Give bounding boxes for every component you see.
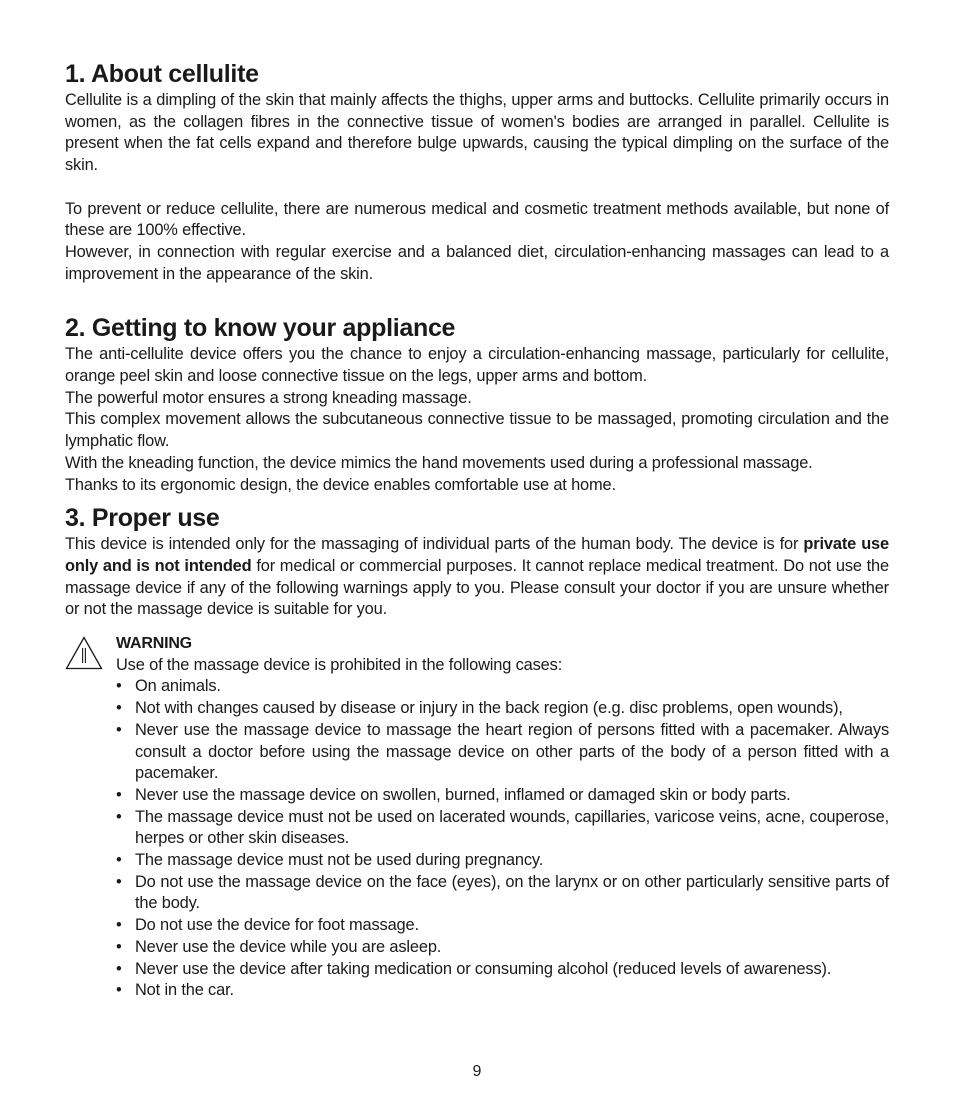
bullet-icon: •: [116, 916, 122, 935]
bullet-icon: •: [116, 720, 122, 739]
warning-list-item-text: Never use the massage device on swollen, burned, inflamed or damaged skin or body parts.: [135, 785, 791, 804]
paragraph: To prevent or reduce cellulite, there are numerous medical and cosmetic treatment methods available, but none of these are 100% effective.: [65, 199, 889, 240]
bullet-icon: •: [116, 785, 122, 804]
warning-list-item-text: Do not use the massage device on the face (eyes), on the larynx or on other particularly sensitive parts of the body.: [135, 872, 889, 913]
bullet-icon: •: [116, 699, 122, 718]
paragraph-gap: [65, 177, 889, 199]
warning-list-item-text: Never use the device after taking medication or consuming alcohol (reduced levels of awareness).: [135, 959, 832, 978]
warning-list-item: [116, 915, 889, 937]
text-run: This device is intended only for the massaging of individual parts of the human body. The device is for: [65, 535, 804, 554]
paragraph: The anti-cellulite device offers you the chance to enjoy a circulation-enhancing massage, particularly for cellulite, orange peel skin and loose connective tissue on the legs, upper arms and bottom.: [65, 345, 889, 386]
warning-list-item: [116, 720, 889, 785]
warning-list-item-text: Never use the device while you are asleep.: [135, 937, 442, 956]
warning-list-item-text: Never use the massage device to massage the heart region of persons fitted with a pacemaker. Always consult a doctor before using the massage device on other parts of the body of a person fitted with a pacemaker.: [135, 720, 889, 783]
bold-text-run: private use only and is not intended: [65, 535, 889, 575]
paragraph: Thanks to its ergonomic design, the device enables comfortable use at home.: [65, 475, 616, 494]
warning-list-item: [116, 676, 889, 698]
bullet-icon: •: [116, 981, 122, 1000]
warning-heading: WARNING: [116, 635, 192, 653]
section-title-getting-to-know: 2. Getting to know your appliance: [65, 314, 456, 343]
warning-list-item: [116, 959, 889, 981]
section-title-proper-use: 3. Proper use: [65, 504, 220, 533]
bullet-icon: •: [116, 851, 122, 870]
warning-list-item: [116, 980, 889, 1002]
warning-list-item-text: Not in the car.: [135, 981, 234, 1000]
warning-block: [65, 633, 889, 1002]
warning-list-item-text: The massage device must not be used during pregnancy.: [135, 851, 544, 870]
bullet-icon: •: [116, 807, 122, 826]
warning-list-item-text: On animals.: [135, 677, 221, 696]
paragraph: However, in connection with regular exercise and a balanced diet, circulation-enhancing massages can lead to a improvement in the appearance of the skin.: [65, 242, 889, 283]
warning-list-item-text: The massage device must not be used on lacerated wounds, capillaries, varicose veins, acne, couperose, herpes or other skin diseases.: [135, 807, 889, 848]
paragraph: With the kneading function, the device mimics the hand movements used during a professional massage.: [65, 453, 813, 472]
warning-list-item: [116, 698, 889, 720]
document-page: [65, 58, 889, 1002]
paragraph: Cellulite is a dimpling of the skin that mainly affects the thighs, upper arms and buttocks. Cellulite primarily occurs in women, as the collagen fibres in the connective tissue of women's bodies are arranged in parallel. Cellulite is present when the fat cells expand and therefore bulge upwards, causing the typical dimpling on the surface of the skin.: [65, 91, 889, 175]
warning-list-item: [116, 807, 889, 850]
bullet-icon: •: [116, 872, 122, 891]
warning-list-item: [116, 850, 889, 872]
warning-list: [116, 676, 889, 1002]
warning-list-item-text: Not with changes caused by disease or injury in the back region (e.g. disc problems, open wounds),: [135, 699, 843, 718]
warning-list-item: [116, 937, 889, 959]
page-number: 9: [472, 1063, 482, 1080]
paragraph-proper-use: [65, 534, 889, 621]
warning-triangle-icon: [65, 636, 103, 670]
text-run: for medical or commercial purposes. It cannot replace medical treatment. Do not use the massage device if any of the following warnings apply to you. Please consult your doctor if you are unsure whether or not the massage device is suitable for you.: [65, 556, 889, 619]
paragraph: The powerful motor ensures a strong kneading massage.: [65, 388, 472, 407]
bullet-icon: •: [116, 959, 122, 978]
warning-list-item: [116, 785, 889, 807]
bullet-icon: •: [116, 677, 122, 696]
bullet-icon: •: [116, 937, 122, 956]
section-title-about-cellulite: 1. About cellulite: [65, 60, 259, 88]
warning-intro: Use of the massage device is prohibited in the following cases:: [116, 655, 563, 674]
paragraph: This complex movement allows the subcutaneous connective tissue to be massaged, promoting circulation and the lymphatic flow.: [65, 410, 889, 451]
warning-list-item-text: Do not use the device for foot massage.: [135, 916, 419, 935]
warning-list-item: [116, 872, 889, 915]
